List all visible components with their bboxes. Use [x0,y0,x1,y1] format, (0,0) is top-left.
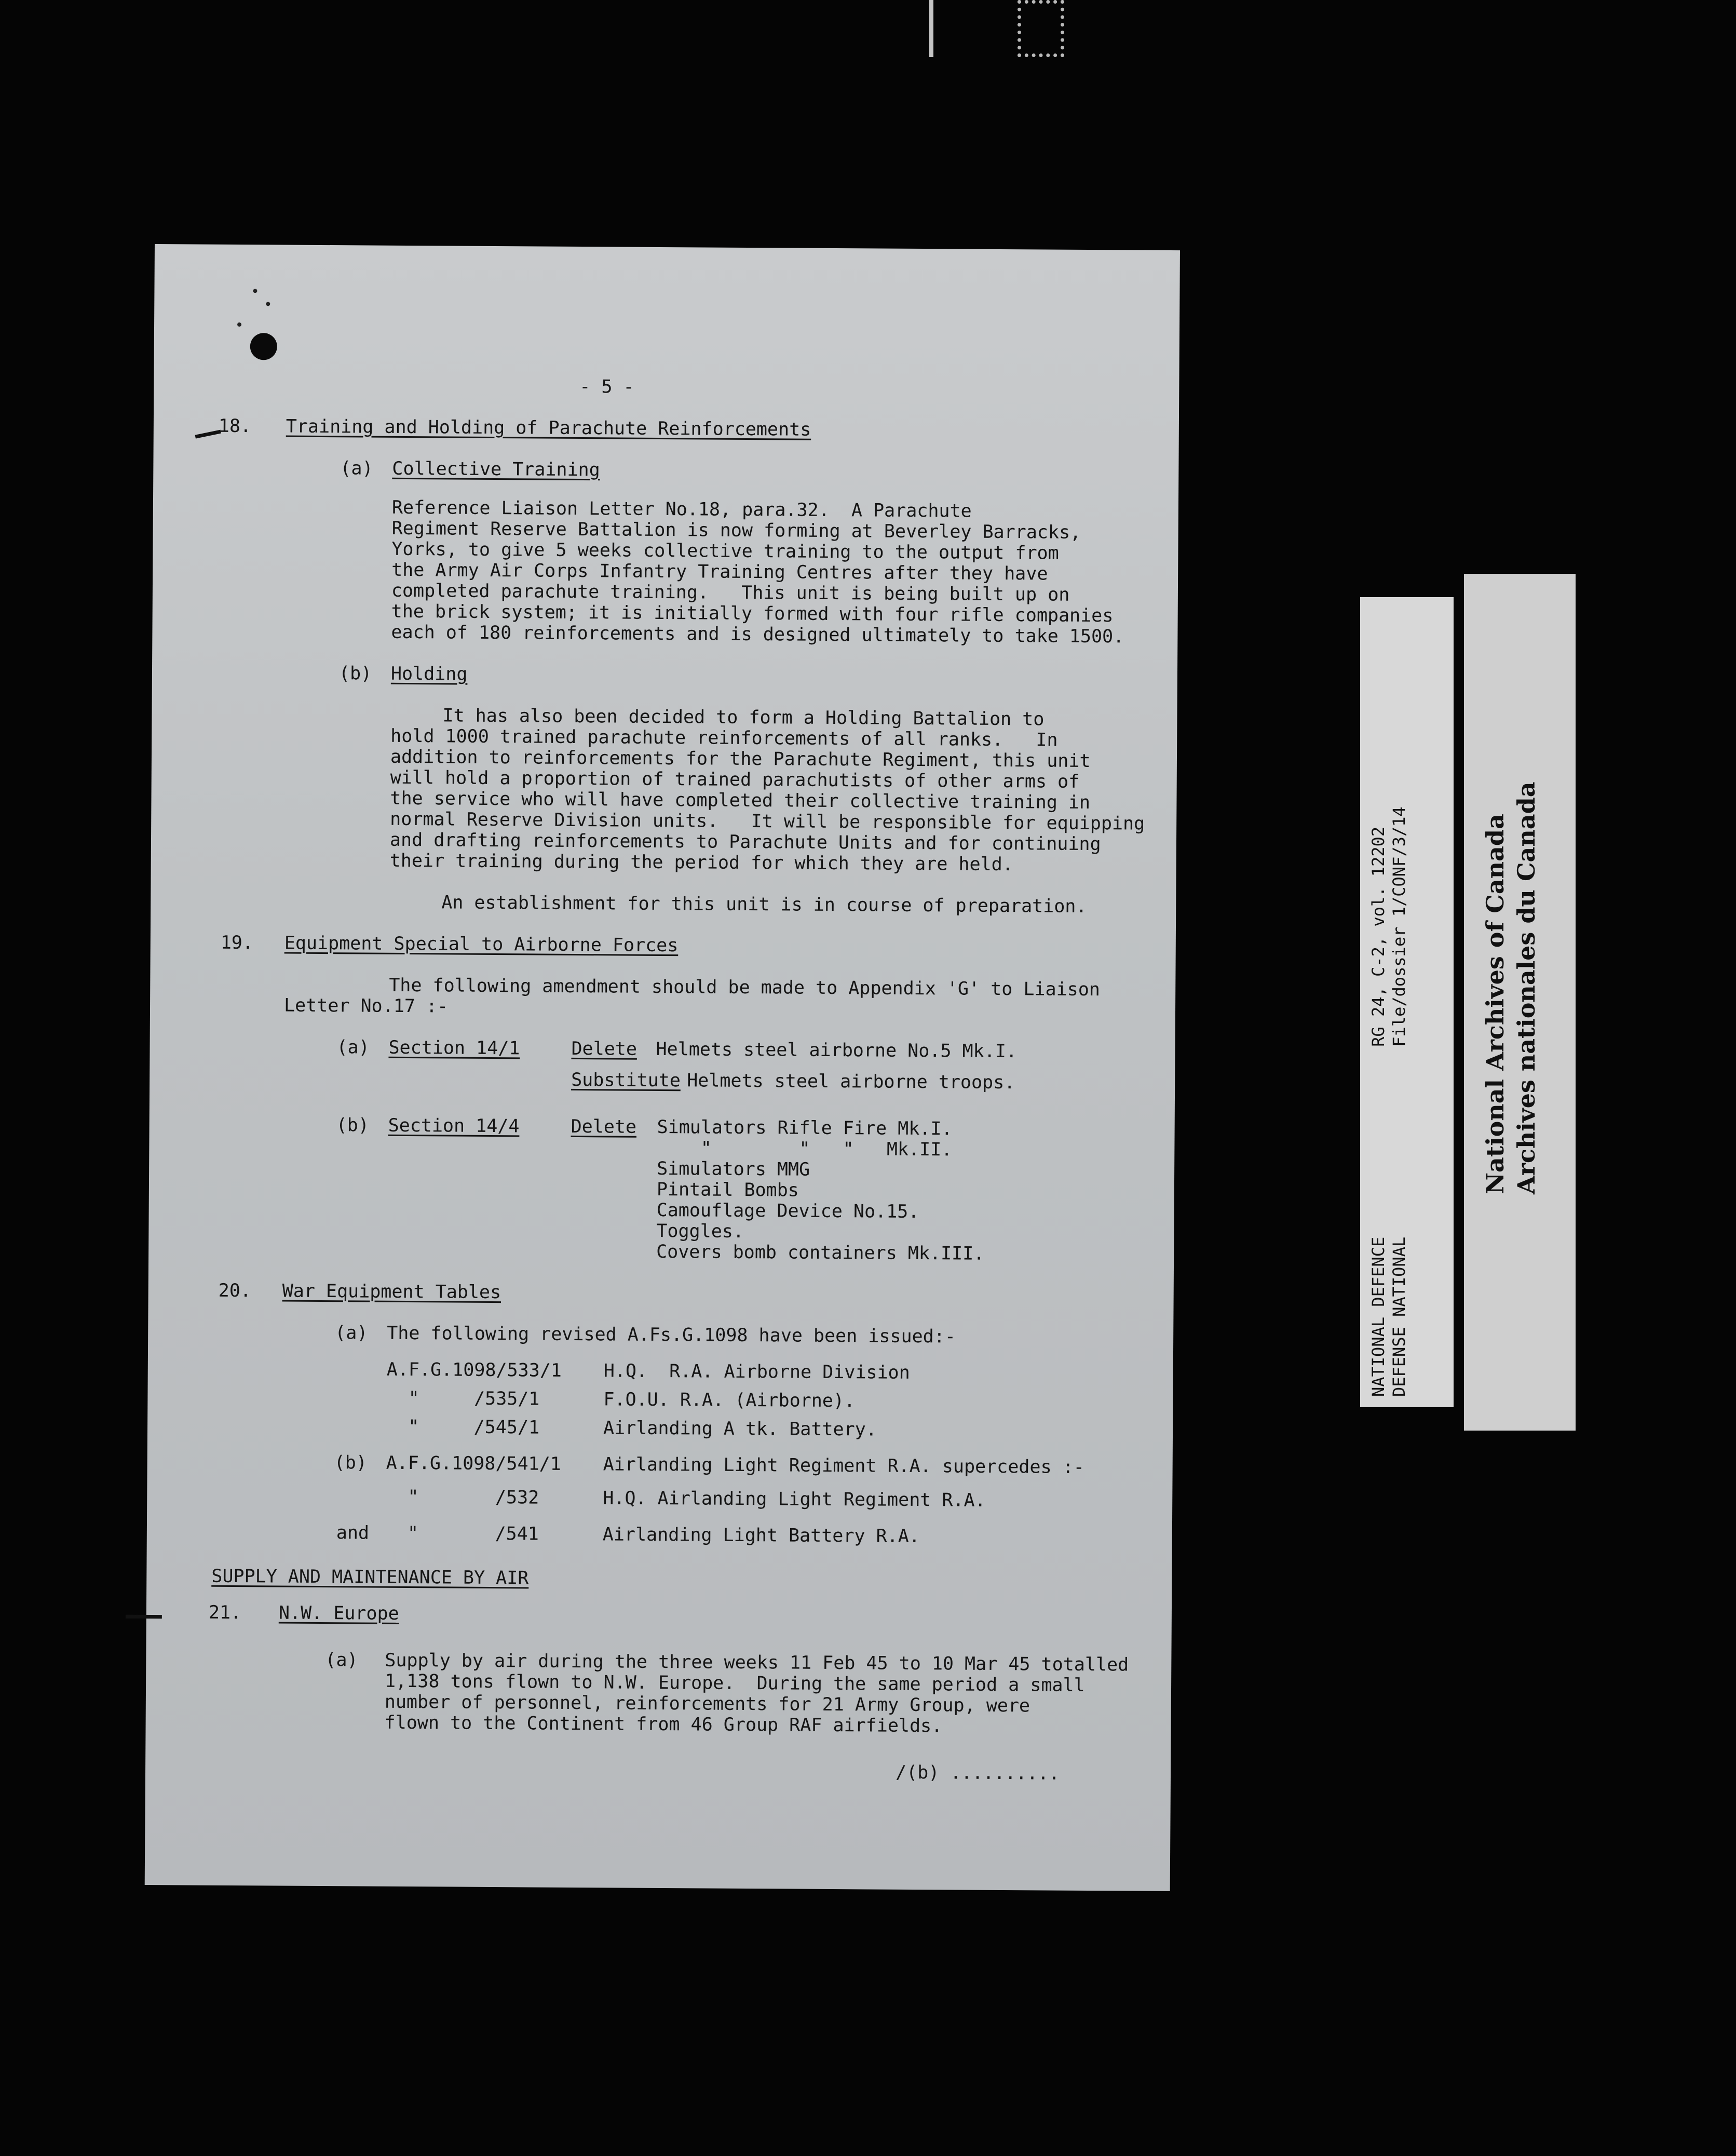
para-18a-line: Regiment Reserve Battalion is now forming at Beverley Barracks, [391,518,1081,543]
section-20b-label: (b) [334,1452,368,1474]
afg-ref: " /535/1 [386,1387,540,1410]
afg-desc: Airlanding A tk. Battery. [603,1418,877,1440]
archives-name-fr: Archives nationales du Canada [1512,781,1540,1194]
supply-heading: SUPPLY AND MAINTENANCE BY AIR [211,1566,529,1589]
deleted-item: Simulators Rifle Fire Mk.I. [657,1116,953,1140]
section-21-title: N.W. Europe [278,1602,399,1624]
para-21a-line: Supply by air during the three weeks 11 Feb 45 to 10 Mar 45 totalled [385,1650,1129,1676]
deleted-item: Pintail Bombs [656,1179,799,1201]
para-21a-line: flown to the Continent from 46 Group RAF airfields. [384,1712,943,1737]
afg-desc: F.O.U. R.A. (Airborne). [603,1389,856,1412]
deleted-item: Simulators MMG [657,1158,810,1180]
section-20a-intro: The following revised A.Fs.G.1098 have been issued:- [387,1323,956,1347]
section-19-intro: The following amendment should be made to Appendix 'G' to Liaison [389,975,1101,1001]
section-19b-ref: Section 14/4 [388,1115,520,1137]
deleted-item: Toggles. [656,1220,744,1242]
page-number: - 5 - [579,376,634,398]
para-18a-line: Reference Liaison Letter No.18, para.32. A Parachute [391,497,972,522]
section-20-number: 20. [218,1280,252,1302]
para-18b-final: An establishment for this unit is in course of preparation. [441,892,1087,917]
continuation-marker: /(b) .......... [895,1762,1060,1784]
section-19a-delete: Delete [571,1038,638,1060]
section-21-number: 21. [208,1602,242,1624]
para-18b-line: will hold a proportion of trained parachutists of other arms of [390,767,1080,792]
section-21a-label: (a) [325,1650,358,1671]
afg-desc: H.Q. R.A. Airborne Division [603,1360,910,1383]
para-18b-line: and drafting reinforcements to Parachute Units and for continuing [389,829,1101,855]
para-18a-line: completed parachute training. This unit is being built up on [391,580,1070,605]
speck [253,289,257,293]
section-19b-delete: Delete [571,1116,637,1138]
afg-ref: A.F.G.1098/541/1 [386,1452,561,1475]
section-19a-label: (a) [336,1037,370,1058]
para-18a-line: the Army Air Corps Infantry Training Centres after they have [391,559,1048,585]
section-20a-label: (a) [335,1323,368,1344]
section-18b-label: (b) [338,663,372,684]
section-18b-title: Holding [390,663,468,685]
section-19a-substitute-text: Helmets steel airborne troops. [687,1070,1015,1094]
archive-ref-line: RG 24, C-2, vol. 12202 [1368,826,1388,1047]
section-18-title: Training and Holding of Parachute Reinforcements [286,416,811,440]
section-20-title: War Equipment Tables [282,1281,501,1303]
section-19-title: Equipment Special to Airborne Forces [284,933,679,956]
deleted-item: Covers bomb containers Mk.III. [656,1241,985,1264]
section-18a-title: Collective Training [392,458,600,481]
para-18b-line: addition to reinforcements for the Parachute Regiment, this unit [390,746,1091,772]
punch-hole [250,333,277,360]
section-18-number: 18. [218,415,252,437]
film-frame-marks [929,0,1075,62]
para-18b-line: their training during the period for which they are held. [389,850,1013,875]
afg-desc: Airlanding Light Battery R.A. [602,1524,920,1547]
section-19a-ref: Section 14/1 [388,1037,520,1059]
para-18b-line: It has also been decided to form a Holding Battalion to [442,705,1045,730]
para-21a-line: number of personnel, reinforcements for 21 Army Group, were [384,1691,1030,1717]
section-18a-label: (a) [340,458,373,479]
archive-reference-text [1368,806,1409,1397]
afg-desc: Airlanding Light Regiment R.A. supercedes :- [603,1454,1084,1478]
speck [266,302,270,306]
and-word: and [336,1522,370,1544]
section-19-number: 19. [220,932,254,954]
margin-tick [126,1615,162,1619]
para-21a-line: 1,138 tons flown to N.W. Europe. During the same period a small [384,1670,1085,1696]
archives-stamp-text [1480,781,1542,1194]
speck [237,322,241,327]
afg-ref: " /545/1 [386,1416,540,1438]
deleted-item: " " " Mk.II. [657,1137,953,1161]
archive-ref-line: File/dossier 1/CONF/3/14 [1389,806,1409,1047]
archives-name-en: National Archives of Canada [1481,814,1509,1194]
frame-mark-box [1018,0,1064,57]
section-19a-substitute: Substitute [571,1069,681,1092]
para-18b-line: the service who will have completed their collective training in [390,788,1091,814]
document-page [145,244,1180,1891]
section-19b-label: (b) [336,1115,369,1136]
archive-dept-line: NATIONAL DEFENCE [1368,1236,1388,1397]
para-18a-line: each of 180 reinforcements and is designed ultimately to take 1500. [391,622,1124,648]
para-18a-line: the brick system; it is initially formed with four rifle companies [391,601,1114,627]
frame-mark-bar [929,0,933,57]
afg-ref: " /541 [385,1522,539,1545]
archives-stamp [1464,574,1576,1431]
afg-ref: A.F.G.1098/533/1 [386,1359,562,1381]
para-18b-line: normal Reserve Division units. It will be responsible for equipping [390,808,1145,834]
deleted-item: Camouflage Device No.15. [656,1200,919,1223]
archive-dept-line: DEFENSE NATIONAL [1389,1236,1409,1397]
afg-ref: " /532 [386,1486,539,1508]
archive-reference-label [1360,597,1454,1407]
afg-desc: H.Q. Airlanding Light Regiment R.A. [603,1488,986,1511]
margin-tick [195,430,221,439]
section-19-intro: Letter No.17 :- [283,995,449,1017]
para-18a-line: Yorks, to give 5 weeks collective training to the output from [391,538,1059,564]
para-18b-line: hold 1000 trained parachute reinforcements of all ranks. In [390,725,1058,751]
section-19a-delete-text: Helmets steel airborne No.5 Mk.I. [656,1039,1018,1062]
